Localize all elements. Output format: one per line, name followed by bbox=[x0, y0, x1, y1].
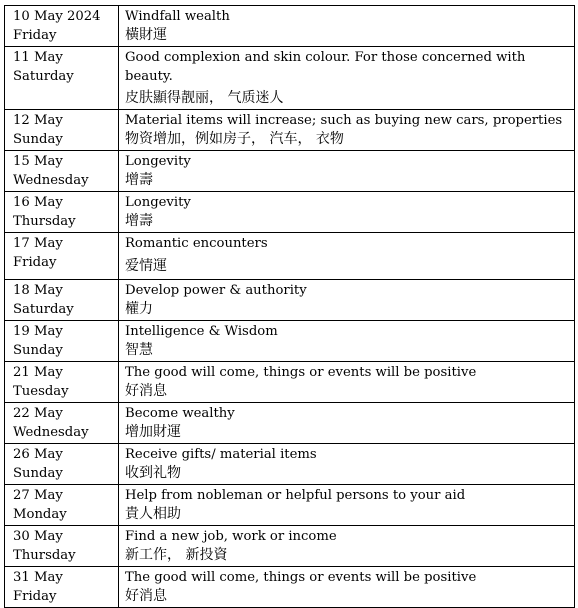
chinese-description: 貴人相助 bbox=[125, 506, 181, 522]
table-row bbox=[5, 444, 575, 485]
date-label: 11 May bbox=[13, 50, 63, 65]
weekday-label: Wednesday bbox=[13, 173, 89, 188]
date-label: 19 May bbox=[13, 324, 63, 339]
chinese-description: 收到礼物 bbox=[125, 465, 181, 481]
description-cell bbox=[119, 403, 575, 444]
description-cell bbox=[119, 444, 575, 485]
english-description: Longevity bbox=[125, 195, 191, 210]
description-cell bbox=[119, 233, 575, 280]
table-row bbox=[5, 280, 575, 321]
date-cell bbox=[5, 6, 119, 47]
weekday-label: Friday bbox=[13, 589, 57, 604]
weekday-label: Sunday bbox=[13, 343, 63, 358]
description-cell bbox=[119, 321, 575, 362]
date-cell bbox=[5, 567, 119, 608]
chinese-description: 皮肤顯得靓丽， 气质迷人 bbox=[125, 90, 284, 106]
description-cell bbox=[119, 567, 575, 608]
table-row bbox=[5, 47, 575, 110]
chinese-description: 智慧 bbox=[125, 342, 153, 358]
table-row bbox=[5, 192, 575, 233]
english-description: The good will come, things or events will be positive bbox=[125, 570, 477, 585]
table-row bbox=[5, 233, 575, 280]
weekday-label: Sunday bbox=[13, 466, 63, 481]
table-row bbox=[5, 485, 575, 526]
english-description: The good will come, things or events will be positive bbox=[125, 365, 477, 380]
table-row bbox=[5, 321, 575, 362]
english-description: Longevity bbox=[125, 154, 191, 169]
date-cell bbox=[5, 403, 119, 444]
english-description: Material items will increase; such as buying new cars, properties bbox=[125, 113, 563, 128]
english-description: Find a new job, work or income bbox=[125, 529, 337, 544]
auspicious-days-table bbox=[4, 5, 575, 608]
english-description: Develop power & authority bbox=[125, 283, 307, 298]
date-label: 18 May bbox=[13, 283, 63, 298]
chinese-description: 權力 bbox=[125, 301, 153, 317]
date-cell bbox=[5, 47, 119, 110]
weekday-label: Sunday bbox=[13, 132, 63, 147]
chinese-description: 好消息 bbox=[125, 383, 167, 399]
chinese-description: 增壽 bbox=[125, 213, 153, 229]
table-body bbox=[5, 6, 575, 608]
weekday-label: Tuesday bbox=[13, 384, 69, 399]
date-label: 21 May bbox=[13, 365, 63, 380]
description-cell bbox=[119, 192, 575, 233]
description-cell bbox=[119, 110, 575, 151]
date-label: 17 May bbox=[13, 236, 63, 251]
table-row bbox=[5, 526, 575, 567]
date-label: 16 May bbox=[13, 195, 63, 210]
date-label: 15 May bbox=[13, 154, 63, 169]
english-description: Help from nobleman or helpful persons to your aid bbox=[125, 488, 466, 503]
date-cell bbox=[5, 151, 119, 192]
table-row bbox=[5, 567, 575, 608]
description-cell bbox=[119, 362, 575, 403]
description-cell bbox=[119, 526, 575, 567]
chinese-description: 好消息 bbox=[125, 588, 167, 604]
english-description: Windfall wealth bbox=[125, 9, 230, 24]
table-row bbox=[5, 403, 575, 444]
chinese-description: 增加財運 bbox=[125, 424, 181, 440]
chinese-description: 新工作， 新投資 bbox=[125, 547, 228, 563]
chinese-description: 增壽 bbox=[125, 172, 153, 188]
date-cell bbox=[5, 192, 119, 233]
english-description: Romantic encounters bbox=[125, 236, 268, 251]
english-description: Good complexion and skin colour. For those concerned with beauty. bbox=[125, 50, 526, 84]
table-row bbox=[5, 6, 575, 47]
weekday-label: Thursday bbox=[13, 548, 76, 563]
chinese-description: 爱情運 bbox=[125, 258, 167, 274]
weekday-label: Friday bbox=[13, 28, 57, 43]
calendar-document bbox=[4, 5, 574, 602]
description-cell bbox=[119, 280, 575, 321]
date-label: 31 May bbox=[13, 570, 63, 585]
date-label: 26 May bbox=[13, 447, 63, 462]
date-label: 22 May bbox=[13, 406, 63, 421]
description-cell bbox=[119, 47, 575, 110]
chinese-description: 物资增加，例如房子， 汽车， 衣物 bbox=[125, 131, 344, 147]
date-cell bbox=[5, 321, 119, 362]
weekday-label: Monday bbox=[13, 507, 67, 522]
description-cell bbox=[119, 485, 575, 526]
date-cell bbox=[5, 233, 119, 280]
english-description: Intelligence & Wisdom bbox=[125, 324, 278, 339]
date-label: 30 May bbox=[13, 529, 63, 544]
chinese-description: 橫財運 bbox=[125, 27, 167, 43]
date-cell bbox=[5, 110, 119, 151]
date-label: 27 May bbox=[13, 488, 63, 503]
date-label: 12 May bbox=[13, 113, 63, 128]
date-label: 10 May 2024 bbox=[13, 9, 101, 24]
english-description: Receive gifts/ material items bbox=[125, 447, 317, 462]
table-row bbox=[5, 151, 575, 192]
weekday-label: Friday bbox=[13, 255, 57, 270]
date-cell bbox=[5, 362, 119, 403]
table-row bbox=[5, 362, 575, 403]
description-cell bbox=[119, 151, 575, 192]
date-cell bbox=[5, 444, 119, 485]
weekday-label: Thursday bbox=[13, 214, 76, 229]
date-cell bbox=[5, 526, 119, 567]
weekday-label: Saturday bbox=[13, 69, 74, 84]
description-cell bbox=[119, 6, 575, 47]
weekday-label: Wednesday bbox=[13, 425, 89, 440]
date-cell bbox=[5, 485, 119, 526]
weekday-label: Saturday bbox=[13, 302, 74, 317]
table-row bbox=[5, 110, 575, 151]
date-cell bbox=[5, 280, 119, 321]
english-description: Become wealthy bbox=[125, 406, 235, 421]
